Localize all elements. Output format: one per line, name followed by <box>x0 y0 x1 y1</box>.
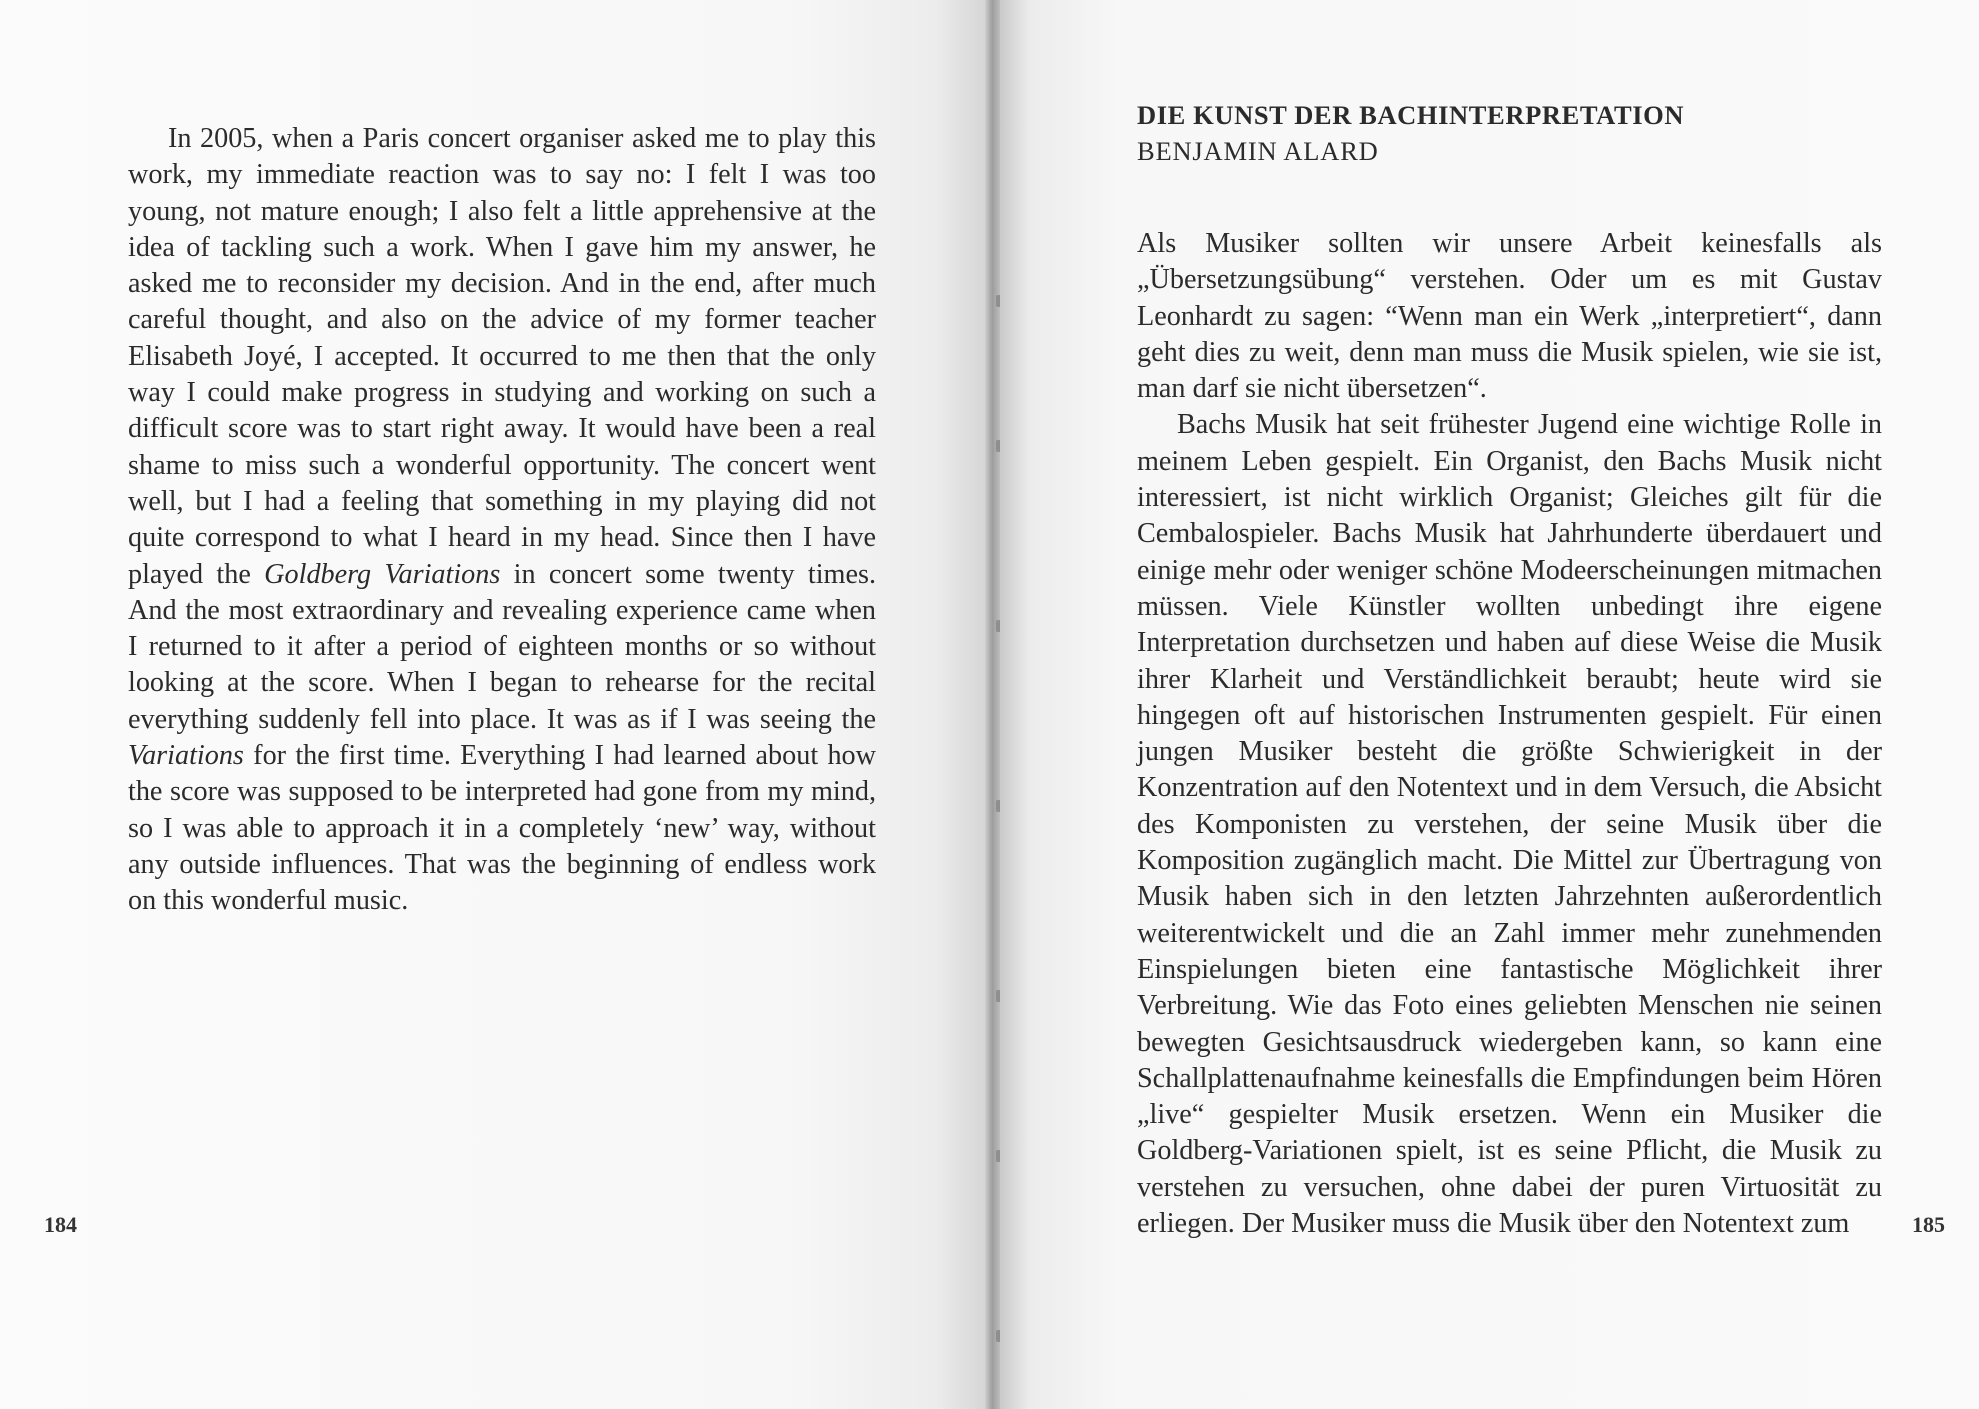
variations-title: Variations <box>128 740 244 772</box>
right-body-text <box>1137 226 1882 1242</box>
right-paragraph-1: Als Musiker sollten wir unsere Arbeit keinesfalls als „Übersetzungsübung“ verstehen. Oder um es mit Gustav Leonhardt zu sagen: “Wenn man ein Werk „interpretiert“, dann geht dies zu weit, denn man muss die Musik spielen, wie sie ist, man darf sie nicht übersetzen“. <box>1137 228 1882 405</box>
left-paragraph-part-3: in concert some twenty times. And the most extraordinary and revealing experience came when I returned to it after a period of eighteen months or so without looking at the score. When I began to rehearse for the recital everything suddenly fell into place. It was as if I was seeing the <box>128 558 876 735</box>
page-number-left: 184 <box>44 1212 77 1237</box>
chapter-author: BENJAMIN ALARD <box>1137 136 1379 166</box>
right-paragraph-2: Bachs Musik hat seit frühester Jugend eine wichtige Rolle in meinem Leben gespielt. Ein Organist, den Bachs Musik nicht interessiert, ist nicht wirklich Organist; Gleiches gilt für die Cembalospieler. Bachs Musik hat Jahrhunderte überdauert und einige mehr oder weniger schöne Modeerscheinungen mitmachen müssen. Viele Künstler wollten unbedingt ihre eigene Interpretation durchsetzen und haben auf diese Weise die Musik ihrer Klarheit und Verständlichkeit beraubt; heute wird sie hingegen oft auf historischen Instrumenten gespielt. Für einen jungen Musiker besteht die größte Schwierigkeit in der Konzentration auf den Notentext und in dem Versuch, die Absicht des Komponisten zu verstehen, der seine Musik über die Komposition zugänglich macht. Die Mittel zur Übertragung von Musik haben sich in den letzten Jahrzehnten außerordentlich weiterentwickelt und die an Zahl immer mehr zunehmenden Einspielungen bieten eine fantastische Möglichkeit ihrer Verbreitung. Wie das Foto eines geliebten Menschen nie seinen bewegten Gesichtsausdruck wiedergeben kann, so kann eine Schallplattenaufnahme keinesfalls die Empfindungen beim Hören „live“ gespielter Musik ersetzen. Wenn ein Musiker die Goldberg-Variationen spielt, ist es seine Pflicht, die Musik zu verstehen zu versuchen, ohne dabei der puren Virtuosität zu erliegen. Der Musiker muss die Musik über den Notentext zum <box>1137 409 1882 1240</box>
goldberg-variations-title: Goldberg Variations <box>264 558 501 590</box>
chapter-title: DIE KUNST DER BACHINTERPRETATION <box>1137 100 1685 130</box>
book-gutter <box>985 0 1000 1409</box>
left-paragraph <box>128 121 876 920</box>
page-number-right: 185 <box>1912 1212 1945 1237</box>
left-page <box>0 0 985 1409</box>
left-paragraph-part-5: for the first time. Everything I had learned about how the score was supposed to be interpreted had gone from my mind, so I was able to approach it in a completely ‘new’ way, without any outside influences. That was the beginning of endless work on this wonderful music. <box>128 740 876 917</box>
chapter-heading <box>1137 97 1897 169</box>
left-paragraph-part-1: In 2005, when a Paris concert organiser asked me to play this work, my immediate reaction was to say no: I felt I was too young, not mature enough; I also felt a little apprehensive at the idea of tackling such a work. When I gave him my answer, he asked me to reconsider my decision. And in the end, after much careful thought, and also on the advice of my former teacher Elisabeth Joyé, I accepted. It occurred to me then that the only way I could make progress in studying and working on such a difficult score was to start right away. It would have been a real shame to miss such a wonderful opportunity. The concert went well, but I had a feeling that something in my playing did not quite correspond to what I heard in my head. Since then I have played the <box>128 123 876 590</box>
left-body-text <box>128 121 876 920</box>
